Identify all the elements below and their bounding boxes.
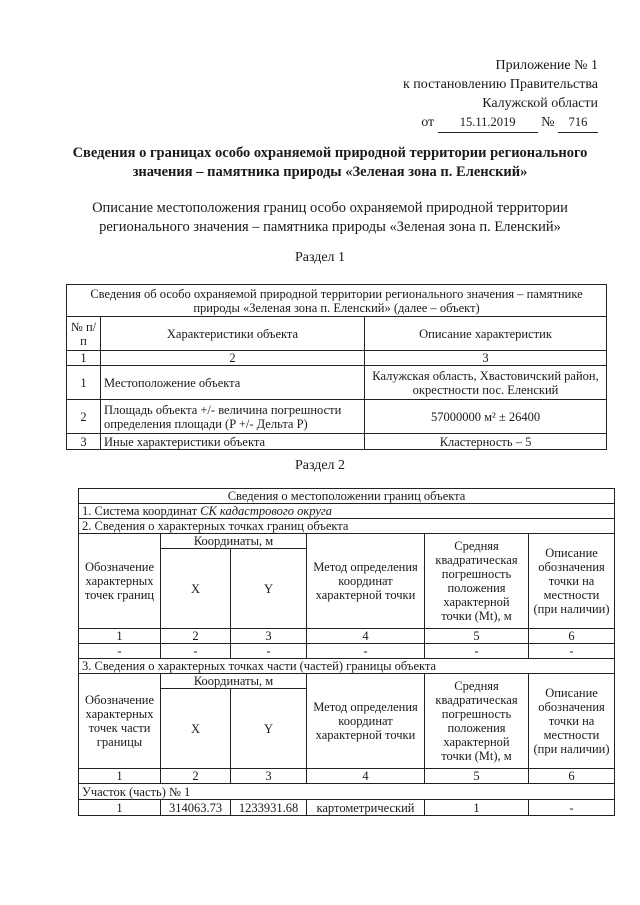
table1-caption: Сведения об особо охраняемой природной территории регионального значения – памятнике природы «Зеленая зона п. Еленский» (далее – объект): [67, 285, 607, 317]
part2-header-x: X: [161, 549, 231, 629]
part2-cell: -: [425, 644, 529, 659]
annex-from-label: от: [421, 115, 435, 130]
table2-caption: Сведения о местоположении границ объекта: [79, 489, 615, 504]
coordinate-system-row: [79, 504, 615, 519]
part2-index-cell: 1: [79, 629, 161, 644]
part2-header-point: Обозначение характерных точек границ: [79, 534, 161, 629]
point-x: 314063.73: [161, 800, 231, 816]
part2-index-cell: 6: [529, 629, 615, 644]
annex-line-1: Приложение № 1: [495, 58, 598, 73]
table1-header-description: Описание характеристик: [365, 317, 607, 351]
document-subtitle: Описание местоположения границ особо охраняемой природной территории регионального значения – памятника природы «Зеленая зона п. Еленский»: [92, 200, 568, 235]
part2-index-cell: 4: [307, 629, 425, 644]
point-method: картометрический: [307, 800, 425, 816]
part3-index-cell: 5: [425, 769, 529, 784]
part2-title: 2. Сведения о характерных точках границ объекта: [79, 519, 615, 534]
row-number: 3: [67, 434, 101, 450]
section-1-heading: Раздел 1: [294, 250, 346, 265]
point-y: 1233931.68: [231, 800, 307, 816]
part3-index-cell: 4: [307, 769, 425, 784]
part2-header-coords: Координаты, м: [161, 534, 307, 549]
table1-header-num: № п/п: [67, 317, 101, 351]
part2-cell: -: [307, 644, 425, 659]
part2-cell: -: [79, 644, 161, 659]
table1-index-cell: 2: [101, 351, 365, 366]
row-characteristic: Местоположение объекта: [101, 366, 365, 400]
annex-number: 716: [558, 113, 598, 133]
row-characteristic: Площадь объекта +/- величина погрешности определения площади (P +/- Дельта P): [101, 400, 365, 434]
annex-date: 15.11.2019: [438, 113, 538, 133]
part2-cell: -: [529, 644, 615, 659]
annex-date-line: [338, 113, 598, 133]
row-characteristic: Иные характеристики объекта: [101, 434, 365, 450]
row-value: 57000000 м² ± 26400: [365, 400, 607, 434]
part3-header-point: Обозначение характерных точек части границы: [79, 674, 161, 769]
table1-index-cell: 1: [67, 351, 101, 366]
row-value: Калужская область, Хвастовичский район, окрестности пос. Еленский: [365, 366, 607, 400]
part2-index-cell: 3: [231, 629, 307, 644]
part3-header-coords: Координаты, м: [161, 674, 307, 689]
row-number: 1: [67, 366, 101, 400]
part3-index-cell: 2: [161, 769, 231, 784]
coordinate-system-label: 1. Система координат: [82, 504, 198, 518]
section-2-heading: Раздел 2: [294, 458, 346, 473]
parcel-label: Участок (часть) № 1: [79, 784, 615, 800]
part3-index-cell: 3: [231, 769, 307, 784]
annex-line-3: Калужской области: [482, 96, 598, 111]
table-row: [67, 366, 607, 400]
coordinate-system-value: СК кадастрового округа: [200, 504, 332, 518]
annex-header: [338, 56, 598, 133]
table-row: [67, 400, 607, 434]
object-info-table: [66, 284, 607, 450]
annex-number-label: №: [541, 115, 555, 130]
part3-index-cell: 6: [529, 769, 615, 784]
part3-header-description: Описание обозначения точки на местности (при наличии): [529, 674, 615, 769]
part2-cell: -: [161, 644, 231, 659]
part2-header-method: Метод определения координат характерной точки: [307, 534, 425, 629]
boundary-table: [78, 488, 615, 816]
part2-header-y: Y: [231, 549, 307, 629]
part3-header-method: Метод определения координат характерной точки: [307, 674, 425, 769]
table-row: [79, 644, 615, 659]
part2-header-accuracy: Средняя квадратическая погрешность положения характерной точки (Mt), м: [425, 534, 529, 629]
point-description: -: [529, 800, 615, 816]
point-accuracy: 1: [425, 800, 529, 816]
part2-index-cell: 5: [425, 629, 529, 644]
table-row: [67, 434, 607, 450]
part2-header-description: Описание обозначения точки на местности (при наличии): [529, 534, 615, 629]
point-number: 1: [79, 800, 161, 816]
part3-header-y: Y: [231, 689, 307, 769]
part2-cell: -: [231, 644, 307, 659]
table-row: [79, 800, 615, 816]
part3-index-cell: 1: [79, 769, 161, 784]
part3-header-x: X: [161, 689, 231, 769]
part2-index-cell: 2: [161, 629, 231, 644]
table1-index-cell: 3: [365, 351, 607, 366]
annex-line-2: к постановлению Правительства: [402, 77, 598, 92]
row-number: 2: [67, 400, 101, 434]
row-value: Кластерность – 5: [365, 434, 607, 450]
table1-header-characteristic: Характеристики объекта: [101, 317, 365, 351]
part3-title: 3. Сведения о характерных точках части (частей) границы объекта: [79, 659, 615, 674]
part3-header-accuracy: Средняя квадратическая погрешность положения характерной точки (Mt), м: [425, 674, 529, 769]
document-title: Сведения о границах особо охраняемой природной территории регионального значения – памятника природы «Зеленая зона п. Еленский»: [72, 145, 588, 180]
